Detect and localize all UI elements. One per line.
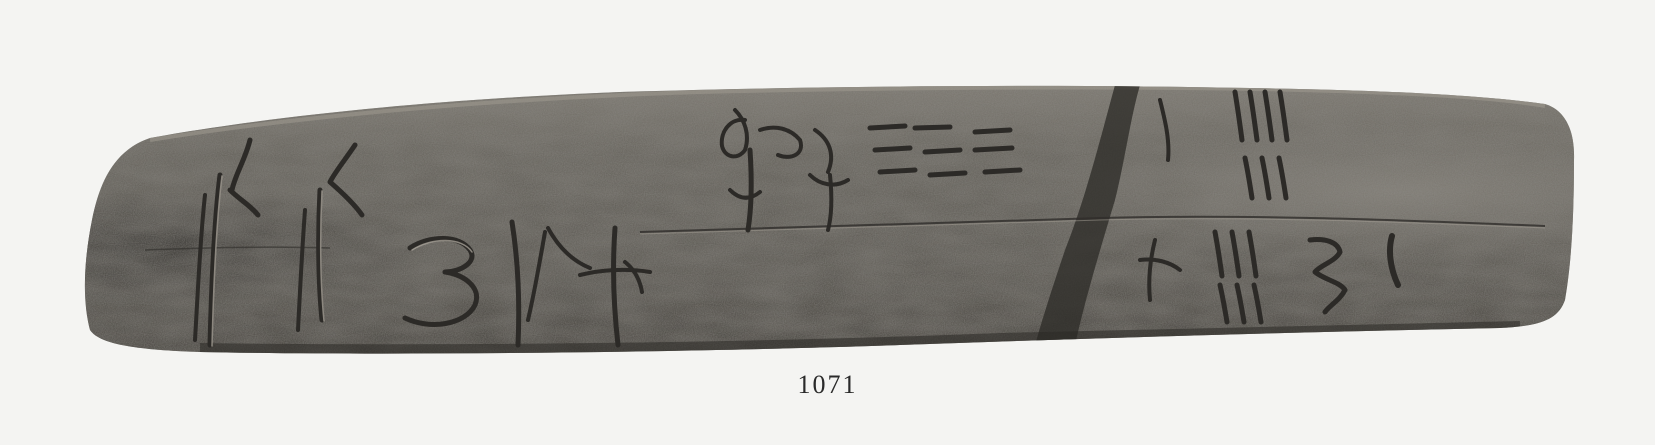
- plate-number-caption: 1071: [797, 370, 858, 399]
